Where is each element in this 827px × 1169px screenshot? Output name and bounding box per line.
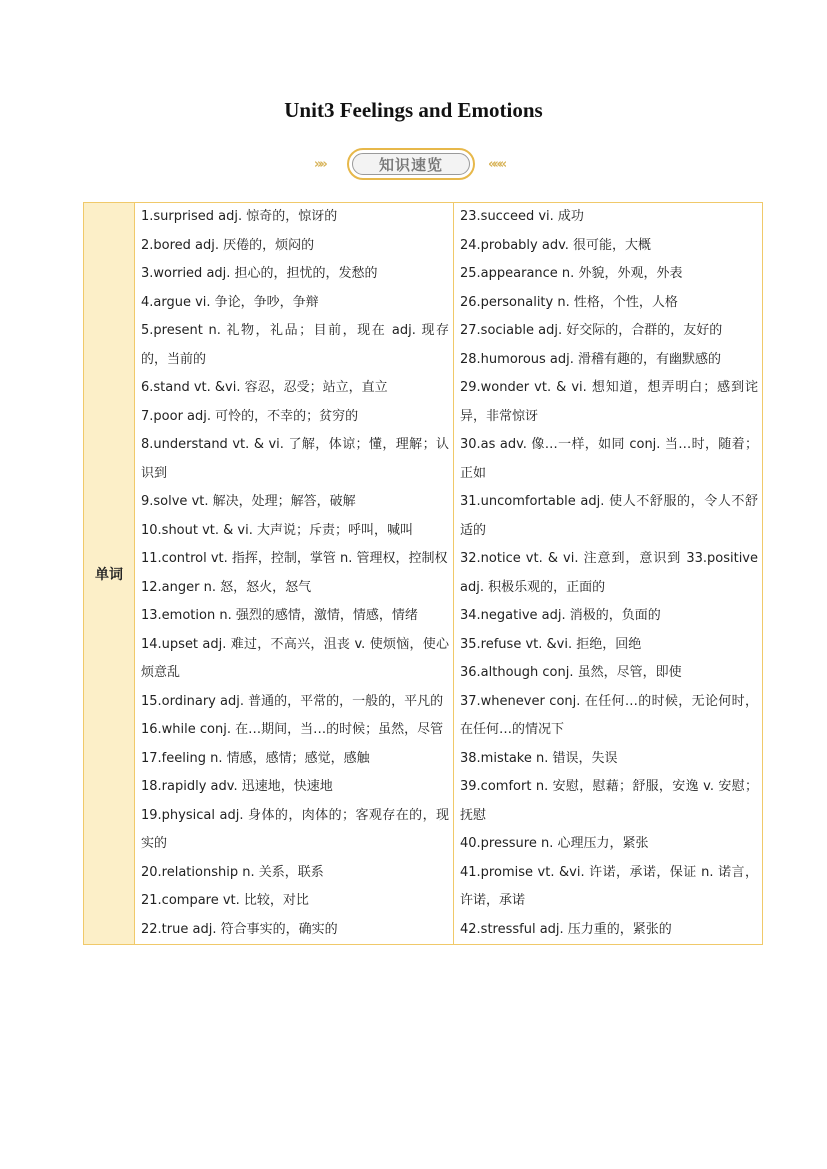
vocab-entry: 10.shout vt. & vi. 大声说；斥责；呼叫，喊叫	[141, 522, 414, 538]
chevron-right-icon: »»	[314, 157, 325, 172]
vocab-entry: 18.rapidly adv. 迅速地，快速地	[141, 779, 333, 794]
vocab-entry: 36.although conj. 虽然，尽管，即使	[460, 665, 682, 680]
vocab-entry: 13.emotion n. 强烈的感情，激情，情感，情绪	[141, 608, 418, 623]
vocab-entry: 4.argue vi. 争论，争吵，争辩	[141, 294, 319, 310]
chevron-left-icon: «««	[488, 157, 505, 172]
vocab-entry: 38.mistake n. 错误，失误	[460, 750, 618, 766]
banner-label: 知识速览	[352, 153, 470, 175]
vocab-entry: 27.sociable adj. 好交际的，合群的，友好的	[460, 323, 723, 338]
vocab-entry: 32.notice vt. & vi. 注意到，意识到 33.positive adj. 积极乐观的，正面的	[460, 551, 758, 595]
vocab-entry: 8.understand vt. & vi. 了解，体谅；懂，理解；认识到	[141, 437, 449, 481]
vocab-entry: 41.promise vt. &vi. 许诺，承诺，保证 n. 诺言，许诺，承诺	[460, 864, 758, 908]
vocab-entry: 2.bored adj. 厌倦的，烦闷的	[141, 237, 315, 253]
vocabulary-column-left	[135, 203, 454, 944]
vocab-entry: 9.solve vt. 解决，处理；解答，破解	[141, 494, 356, 509]
vocab-entry: 3.worried adj. 担心的，担忧的，发愁的	[141, 266, 378, 281]
vocab-entry: 20.relationship n. 关系，联系	[141, 864, 324, 880]
vocab-entry: 12.anger n. 怒，怒火，怒气	[141, 579, 312, 595]
vocab-entry: 21.compare vt. 比较，对比	[141, 893, 309, 908]
vocab-entry: 39.comfort n. 安慰，慰藉；舒服，安逸 v. 安慰；抚慰	[460, 779, 758, 823]
vocabulary-column-right	[454, 203, 762, 944]
vocab-entry: 29.wonder vt. & vi. 想知道，想弄明白；感到诧异，非常惊讶	[460, 380, 758, 424]
vocab-entry: 19.physical adj. 身体的，肉体的；客观存在的，现实的	[141, 807, 449, 851]
page-title: Unit3 Feelings and Emotions	[284, 98, 543, 122]
vocab-entry: 40.pressure n. 心理压力，紧张	[460, 836, 649, 851]
vocab-entry: 28.humorous adj. 滑稽有趣的，有幽默感的	[460, 351, 722, 367]
vocab-entry: 16.while conj. 在…期间，当…的时候；虽然，尽管	[141, 722, 444, 737]
banner-pill	[347, 148, 475, 180]
vocab-entry: 5.present n. 礼物，礼品；目前，现在 adj. 现存的，当前的	[141, 323, 449, 367]
vocab-entry: 24.probably adv. 很可能，大概	[460, 237, 652, 253]
vocab-entry: 14.upset adj. 难过，不高兴，沮丧 v. 使烦恼，使心烦意乱	[141, 636, 449, 680]
vocab-entry: 22.true adj. 符合事实的，确实的	[141, 921, 338, 937]
vocab-entry: 15.ordinary adj. 普通的，平常的，一般的，平凡的	[141, 693, 444, 709]
vocab-entry: 1.surprised adj. 惊奇的，惊讶的	[141, 209, 338, 224]
vocabulary-table	[83, 202, 763, 945]
vocab-entry: 7.poor adj. 可怜的，不幸的；贫穷的	[141, 408, 359, 424]
section-banner	[0, 148, 827, 184]
vocab-entry: 35.refuse vt. &vi. 拒绝，回绝	[460, 636, 642, 652]
vocab-entry: 23.succeed vi. 成功	[460, 209, 584, 224]
vocab-entry: 31.uncomfortable adj. 使人不舒服的，令人不舒适的	[460, 494, 758, 538]
vocab-entry: 11.control vt. 指挥，控制，掌管 n. 管理权，控制权	[141, 551, 448, 566]
vocab-entry: 26.personality n. 性格，个性，人格	[460, 294, 678, 310]
vocab-entry: 34.negative adj. 消极的，负面的	[460, 608, 661, 623]
row-label: 单词	[84, 203, 135, 944]
vocab-entry: 37.whenever conj. 在任何…的时候，无论何时，在任何…的情况下	[460, 693, 758, 737]
vocab-entry: 6.stand vt. &vi. 容忍，忍受；站立，直立	[141, 380, 388, 395]
vocab-entry: 30.as adv. 像…一样，如同 conj. 当…时，随着；正如	[460, 437, 758, 481]
vocab-entry: 17.feeling n. 情感，感情；感觉，感触	[141, 750, 370, 766]
vocab-entry: 42.stressful adj. 压力重的，紧张的	[460, 921, 672, 937]
vocab-entry: 25.appearance n. 外貌，外观，外表	[460, 266, 683, 281]
